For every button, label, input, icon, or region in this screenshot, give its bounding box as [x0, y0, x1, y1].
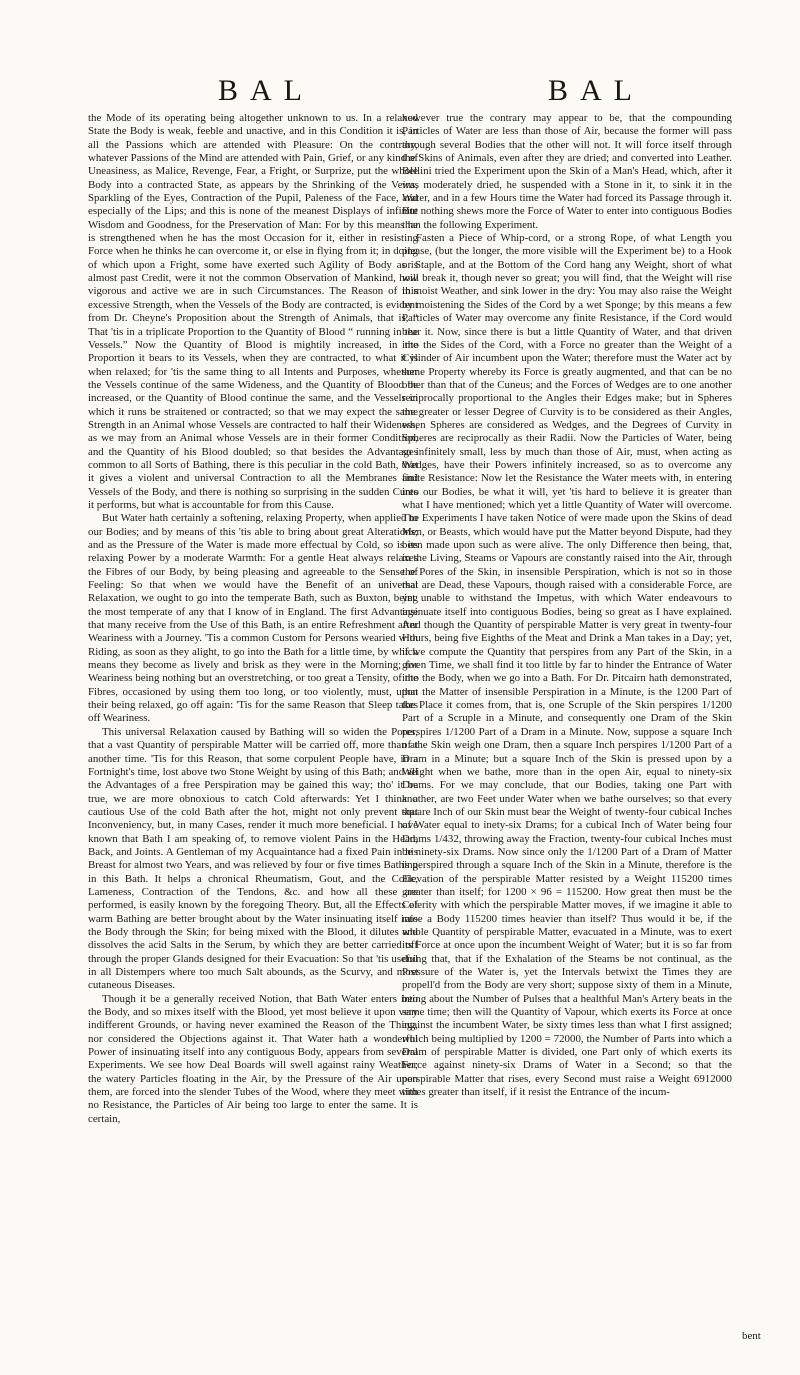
- left-column: [88, 112, 418, 1126]
- catchword: bent: [742, 1330, 761, 1342]
- running-head-left: BAL: [218, 74, 314, 107]
- left-paragraph-2: But Water hath certainly a softening, relaxing Property, when applied to our Bodies; and by means of this 'tis able to bring about great Alterations; and as the Pressure of the Water is made more effectual by Cold, so is its relaxing Power by a moderate Warmth: For a gentle Heat always relaxes the Fibres of our Body, by being pleasing and agreeable to the Sense of Feeling: So that when we would have the Benefit of an universal Relaxation, we ought to go into the temperate Bath, such as Buxton, being the most temperate of any that I know of in England. The first Advantage that many receive from the Use of this Bath, is an entire Refreshment after Weariness with a Journey. 'Tis a common Custom for Persons wearied with Riding, as soon as they alight, to go into the Bath for a little time, by which means they become as lively and brisk as they were in the Morning; for Weariness being nothing but an overstretching, or too great a Tensity, of the Fibres, occasioned by using them too long, or too violently, must, upon their being relaxed, go off again: 'Tis for the same Reason that Sleep takes off Weariness.: [88, 512, 418, 725]
- right-column: [402, 112, 732, 1099]
- right-paragraph-1: however true the contrary may appear to be, that the compounding Particles of Water are less than those of Air, because the former will pass through several Bodies that the other will not. It will force itself through the Skins of Animals, even after they are dried; and converted into Leather. Bellini tried the Experiment upon the Skin of a Man's Head, which, after it was moderately dried, he suspended with a Stone in it, to sink it in the Water, and in a few Hours time the Water had forced its Passage through it. But nothing shews more the Force of Water to enter into contiguous Bodies than the following Experiment.: [402, 112, 732, 231]
- right-paragraph-2: Fasten a Piece of Whip-cord, or a strong Rope, of what Length you please, (but the longer, the more visible will the Experiment be) to a Hook or Staple, and at the Bottom of the Cord hang any Weight, short of what will break it, though never so great; you will find, that the Weight will rise in moist Weather, and sink lower in the dry: You may also raise the Weight by moistening the Sides of the Cord by a wet Sponge; by this means a few Particles of Water may overcome any finite Resistance, if the Cord would bear it. Now, since there is but a little Quantity of Water, and that driven into the Sides of the Cord, with a Force no greater than the Weight of a Cylinder of Air incumbent upon the Water; therefore must the Water act by some Property whereby its Force is greatly augmented, and that can be no other than that of the Cuneus; and the Forces of Wedges are to one another reciprocally proportional to the Angles their Edges make; but in Spheres the greater or lesser Degree of Curvity is to be considered as their Angles, when Spheres are considered as Wedges, and the Degrees of Curvity in Spheres are reciprocally as their Radii. Now the Particles of Water, being so infinitely small, less by much than those of Air, must, when acting as Wedges, have their Powers infinitely increased, so as to overcome any finite Resistance: Now let the Resistance the Water meets with, in entering into our Bodies, be what it will, yet 'tis hard to believe it is greater than what I have mentioned; which yet a little Quantity of Water will overcome. The Experiments I have taken Notice of were made upon the Skins of dead Men, or Beasts, which would have put the Matter beyond Dispute, had they been made upon such as were alive. The only Difference then being, that, in the Living, Steams or Vapours are constantly raised into the Air, through the Pores of the Skin, in insensible Perspiration, which is not so in those that are Dead, these Vapours, though raised with a considerable Force, are yet unable to withstand the Impetus, with which Water endeavours to insinuate itself into contiguous Bodies, being so great as I have explained. And though the Quantity of perspirable Matter is very great in twenty-four Hours, being five Eighths of the Meat and Drink a Man takes in a Day; yet, if we compute the Quantity that perspires from any Part of the Skin, in a given Time, we shall find it too little by far to hinder the Entrance of Water into the Body, when we go into a Bath. For Dr. Pitcairn hath demonstrated, that the Matter of insensible Perspiration in a Minute, is the 1200 Part of the Place it comes from, that is, one Scruple of the Skin perspires 1/1200 Part of a Scruple in a Minute, and consequently one Dram of the Skin perspires 1/1200 Part of a Dram in a Minute. Now, suppose a square Inch of the Skin weigh one Dram, then a square Inch perspires 1/1200 Part of a Dram in a Minute; but a square Inch of the Skin is pressed upon by a Weight when we bathe, more than in the open Air, equal to ninety-six Drams. For we may conclude, that our Bodies, taking one Part with another, are two Feet under Water when we bathe ourselves; so that every square Inch of our Skin must bear the Weight of twenty-four cubical Inches of Water equal to inety-six Drams; for a cubical Inch of Water being four Drams 1/432, throwing away the Fraction, twenty-four cubical Inches must be ninety-six Drams. Now since only the 1/1200 Part of a Dram of Matter is perspired through a square Inch of the Skin in a Minute, therefore is the Elevation of the perspirable Matter resisted by a Weight 115200 times greater than itself; for 1200 × 96 = 115200. How great then must be the Celerity with which the perspirable Matter moves, if we imagine it able to raise a Body 115200 times heavier than itself? Thus would it be, if the whole Quantity of perspirable Matter, evacuated in a Minute, was to exert its Force at once upon the incumbent Weight of Water; but it is so far from doing that, that if the Exhalation of the Steams be not continual, as the Pressure of the Water is, yet the Intervals betwixt the Times they are propell'd from the Body are very short; suppose sixty of them in a Minute, being about the Number of Pulses that a healthful Man's Artery beats in the same time; then will the Quantity of Vapour, which exerts its Force at once against the incumbent Water, be sixty times less than what I first assigned; which being multiplied by 1200 = 72000, the Number of Parts into which a Dram of perspirable Matter is divided, one Part only of which exerts its Force against ninety-six Drams of Water in a Second; so that the perspirable Matter that rises, every Second must raise a Weight 6912000 times greater than itself, if it resist the Entrance of the incum-: [402, 232, 732, 1099]
- running-head-right: BAL: [548, 74, 644, 107]
- running-headers: [0, 74, 800, 114]
- left-paragraph-4: Though it be a generally received Notion, that Bath Water enters into the Body, and so mixes itself with the Blood, yet most believe it upon very indifferent Grounds, or having never examined the Reason of the Thing, nor considered the Objections against it. That Water hath a wonderful Power of insinuating itself into any contiguous Body, appears from several Experiments. We see how Deal Boards will swell against rainy Weather; the watery Particles floating in the Air, by the Pressure of the Air upon them, are forced into the slender Tubes of the Wood, where they meet with no Resistance, the Particles of Air being too large to enter the same. It is certain,: [88, 992, 418, 1125]
- left-paragraph-3: This universal Relaxation caused by Bathing will so widen the Pores, that a vast Quantity of perspirable Matter will be carried off, more than at another time. 'Tis for this Reason, that some corpulent People have, in a Fortnight's time, lost above two Stone Weight by using of this Bath; and all the Advantages of a free Perspiration may be gained this way; tho' it be true, we are more obnoxious to catch Cold afterwards: Yet I think a cautious Use of the cold Bath after the hot, might not only prevent that Inconveniency, but, in many Cases, render it much more beneficial. I have known that Bath I am speaking of, to remove violent Pains in the Head, Back, and Joints. A Gentleman of my Acquaintance had a fixed Pain in his Breast for almost two Years, and was relieved by four or five times Bathing in this Bath. It helps a chronical Rheumatism, Gout, and the Colic, Lameness, Contraction of the Tendons, &c. and how all these are performed, is easily known by the foregoing Theory. But, all the Effects of warm Bathing are better brought about by the Water insinuating itself into the Body through the Skin; for being mixed with the Blood, it dilutes and dissolves the acid Salts in the Serum, by which they are better carried off through the proper Glands designed for their Evacuation: So that 'tis useful in all Distempers where too much Salt abounds, as the Scurvy, and most cutaneous Diseases.: [88, 725, 418, 992]
- left-paragraph-1: the Mode of its operating being altogether unknown to us. In a relaxed State the Body is weak, feeble and unactive, and in this Condition it is, in all the Passions which are attended with Pleasure: On the contrary, whatever Passions of the Mind are attended with Pain, Grief, or any kind of Uneasiness, as Malice, Revenge, Fear, a Fright, or Surprize, put the whole Body into a contracted State, as appears by the Shrinking of the Veins, Sparkling of the Eyes, Contraction of the Pupil, Paleness of the Face, and especially of the Lips; and this is none of the meanest Displays of infinite Wisdom and Goodness, for the Preservation of Man: For by this means he is strengthened when he has the most Occasion for it, either in resisting Force when he thinks he can overcome it, or else in flying from it; in doing of which upon a Fright, some have exerted such Agility of Body as is almost past Credit, were it not the common Observation of Mankind, how vigorous and active we are in such Circumstances. The Reason of this excessive Strength, when the Vessels of the Body are contracted, is evident from Dr. Cheyne's Proposition about the Strength of Animals, that is, “ That 'tis in a triplicate Proportion to the Quantity of Blood “ running in the Vessels.” Now the Quantity of Blood is mightily increased, in the Proportion it bears to its Vessels, when they are contracted, to what it is when relaxed; for 'tis the same thing to all Intents and Purposes, whether the Vessels continue of the same Wideness, and the Quantity of Blood be increased, or the Quantity of Blood continue the same, and the Vessels in which it runs be straitened or contracted; so that we may expect the same Strength in an Animal whose Vessels are contracted to half their Wideness, as we may from an Animal whose Vessels are in their former Condition, and the Quantity of his Blood doubled; so that besides the Advantages common to all Sorts of Bathing, there is this peculiar in the cold Bath, that it gives a violent and universal Contraction to all the Membranes and Vessels of the Body, and there is nothing so surprising in the sudden Cures it performs, but what is accountable for from this Cause.: [88, 112, 418, 511]
